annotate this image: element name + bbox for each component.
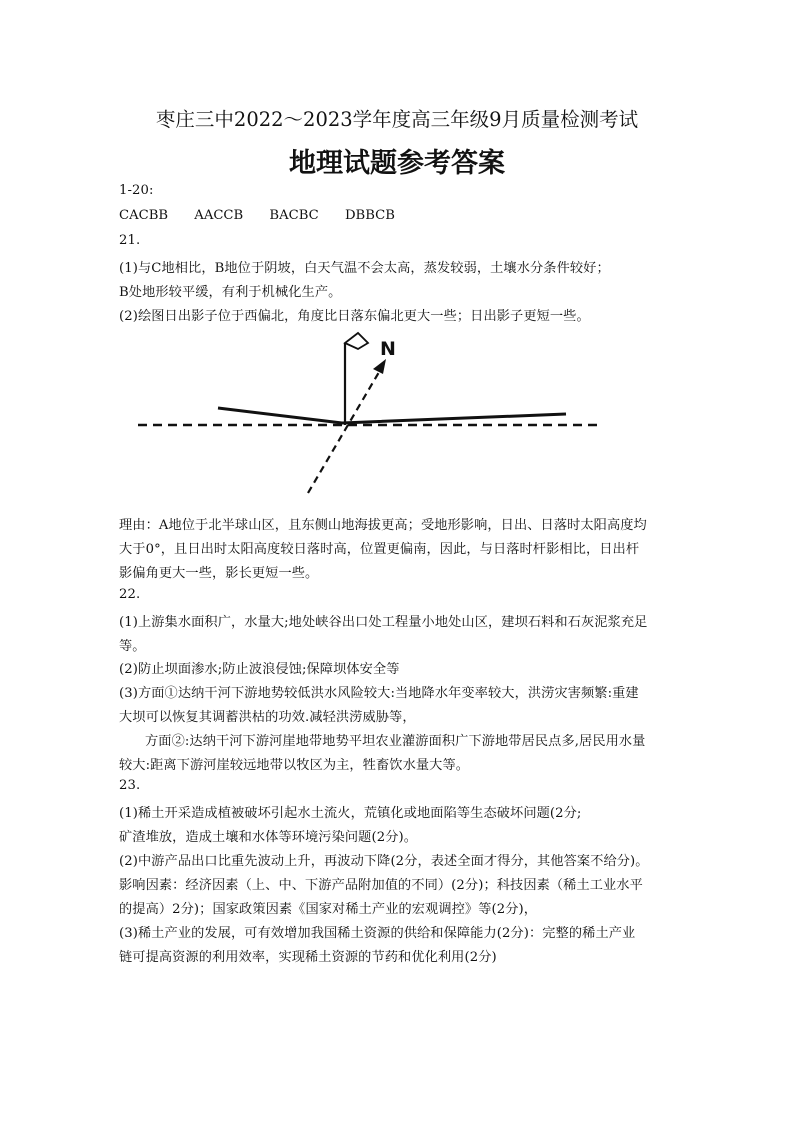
q23-line-6: (3)稀土产业的发展，可有效增加我国稀土资源的供给和保障能力(2分)：完整的稀土产业 xyxy=(119,926,636,941)
q23-line-1: (1)稀土开采造成植被破坏引起水土流火，荒镇化或地面陷等生态破坏问题(2分; xyxy=(119,806,582,821)
q22-line-4: (3)方面①达纳干河下游地势较低洪水风险较大:当地降水年变率较大，洪涝灾害频繁:重建 xyxy=(119,686,639,701)
mc-group-4: DBBCB xyxy=(344,208,395,223)
q23-line-2: 矿渣堆放，造成土壤和水体等环境污染问题(2分)。 xyxy=(119,830,418,845)
q21-reason-line-2: 大于0°，且日出时太阳高度较日落时高，位置更偏南，因此，与日落时杆影相比，日出杆 xyxy=(119,542,640,557)
mc-group-3: BACBC xyxy=(269,208,319,223)
q22-line-7: 较大:距离下游河崖较远地带以牧区为主，牲畜饮水量大等。 xyxy=(119,758,470,773)
q23-line-3: (2)中游产品出口比重先波动上升，再波动下降(2分，表述全面才得分，其他答案不给分)。 xyxy=(119,854,649,869)
q21-line-3: (2)绘图日出影子位于西偏北，角度比日落东偏北更大一些；日出影子更短一些。 xyxy=(119,309,590,324)
q22-line-1: (1)上游集水面积广，水量大;地处峡谷出口处工程量小地处山区，建坝石料和石灰泥浆充足 xyxy=(119,615,648,630)
mc-range-label: 1-20: xyxy=(119,183,154,198)
ground-line xyxy=(218,408,566,423)
q22-line-3: (2)防止坝面渗水;防止波浪侵蚀;保障坝体安全等 xyxy=(119,662,400,677)
q23-line-5: 的提高）2分)；国家政策因素《国家对稀土产业的宏观调控》等(2分)， xyxy=(119,902,538,917)
q23-number: 23. xyxy=(119,778,141,793)
mc-group-1: CACBB xyxy=(119,208,169,223)
q22-number: 22. xyxy=(119,587,141,602)
q22-line-2: 等。 xyxy=(119,639,146,654)
mc-group-2: AACCB xyxy=(194,208,244,223)
north-label: N xyxy=(380,338,396,360)
q21-line-2: B处地形较平缓，有利于机械化生产。 xyxy=(119,285,342,300)
q22-line-6: 方面②:达纳干河下游河崖地带地势平坦农业灌游面积广下游地带居民点多,居民用水量 xyxy=(145,734,646,749)
shadow-diagram xyxy=(130,325,600,500)
q21-reason-line-1: 理由：A地位于北半球山区，且东侧山地海拔更高；受地形影响，日出、日落时太阳高度均 xyxy=(119,518,647,533)
q21-line-1: (1)与C地相比，B地位于阴坡，白天气温不会太高，蒸发较弱，土壤水分条件较好； xyxy=(119,261,610,276)
q23-line-4: 影响因素：经济因素（上、中、下游产品附加值的不同）(2分)；科技因素（稀土工业水平 xyxy=(119,878,643,893)
answer-key-title: 地理试题参考答案 xyxy=(289,148,505,179)
mc-answers xyxy=(119,208,417,223)
q22-line-5: 大坝可以恢复其调蓄洪枯的功效.减轻洪涝威胁等， xyxy=(119,710,416,725)
q21-reason-line-3: 影偏角更大一些，影长更短一些。 xyxy=(119,566,319,581)
q21-number: 21. xyxy=(119,233,141,248)
q23-line-7: 链可提高资源的利用效率，实现稀土资源的节药和优化利用(2分) xyxy=(119,950,497,965)
exam-title: 枣庄三中2022～2023学年度高三年级9月质量检测考试 xyxy=(155,108,639,131)
flag-icon xyxy=(345,333,368,349)
arrow-head-icon xyxy=(373,359,386,374)
